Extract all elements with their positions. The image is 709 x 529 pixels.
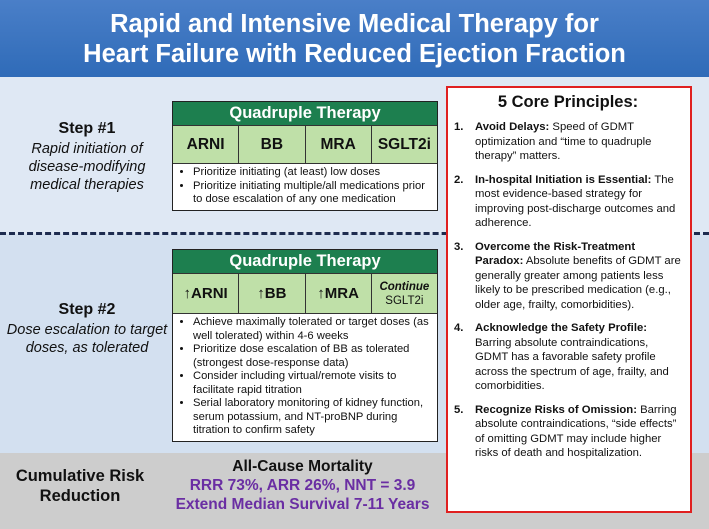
principle-text: Absolute benefits of GDMT are generally greater among patients less likely to be prescribed medication (e.g., older age, frailty, comorbidities). [475, 255, 681, 311]
core-principles-box [446, 86, 692, 513]
principle-title: Avoid Delays: [475, 121, 550, 133]
step2-bullet: • Achieve maximally tolerated or target doses (as well tolerated) within 4-6 weeks [193, 316, 433, 343]
principle-number: 4. [454, 322, 464, 334]
step2-heading: Step #2 [58, 301, 116, 318]
principle-number: 2. [454, 173, 464, 186]
step2-bullet: • Serial laboratory monitoring of kidney function, serum potassium, and NT-proBNP during titration to confirm safety [193, 397, 433, 438]
principle-title: In-hospital Initiation is Essential: [475, 173, 652, 186]
mortality-stats: RRR 73%, ARR 26%, NNT = 3.9 [189, 477, 416, 494]
drug-mra-up: ↑MRA [306, 273, 372, 313]
principle-title: Acknowledge the Safety Profile: [475, 322, 648, 334]
mortality-heading: All-Cause Mortality [232, 458, 373, 475]
principle-item [454, 403, 682, 461]
mortality-survival: Extend Median Survival 7-11 Years [175, 496, 430, 513]
drug-bb-up: ↑BB [239, 273, 305, 313]
step2-therapy-title: Quadruple Therapy [173, 250, 437, 273]
drug-bb: BB [239, 125, 305, 163]
continue-drug: SGLT2i [385, 294, 424, 307]
principle-title: Recognize Risks of Omission: [475, 403, 637, 416]
principle-title: Overcome the Risk-Treatment Paradox: [475, 240, 636, 267]
step1-label [6, 120, 168, 194]
principle-number: 3. [454, 240, 464, 253]
step1-bullet: • Prioritize initiating multiple/all medications prior to dose escalation of any one medication [193, 180, 433, 207]
title-banner [0, 0, 709, 77]
drug-arni-up: ↑ARNI [173, 273, 239, 313]
principle-item [454, 321, 682, 394]
principle-number: 5. [454, 403, 464, 416]
step1-therapy-title: Quadruple Therapy [173, 102, 437, 125]
step1-therapy-box [172, 101, 438, 211]
step2-description: Dose escalation to target doses, as tolerated [6, 322, 168, 356]
title-line-1: Rapid and Intensive Medical Therapy for [110, 10, 599, 38]
step2-bullet: • Consider including virtual/remote visits to facilitate rapid titration [193, 370, 433, 397]
mortality-summary [150, 457, 455, 514]
step2-bullets [173, 313, 437, 441]
principle-item [454, 120, 682, 164]
principle-text: Barring absolute contraindications, “side effects” of omitting GDMT may include higher risks of death and hospitalization. [475, 403, 677, 459]
principles-heading: 5 Core Principles: [497, 93, 639, 111]
principle-number: 1. [454, 121, 464, 133]
step2-drug-row [173, 273, 437, 313]
step1-description: Rapid initiation of disease-modifying medical therapies [28, 141, 146, 193]
drug-arni: ARNI [173, 125, 239, 163]
drug-sglt2i: SGLT2i [372, 125, 437, 163]
drug-sglt2i-continue [372, 273, 437, 313]
step1-drug-row [173, 125, 437, 163]
title-line-2: Heart Failure with Reduced Ejection Fraction [83, 40, 626, 68]
principle-text: Barring absolute contraindications, GDMT has a favorable safety profile across the spectrum of age, frailty, and comorbidities. [475, 336, 669, 392]
drug-mra: MRA [306, 125, 372, 163]
principle-item [454, 240, 682, 313]
principle-item [454, 173, 682, 231]
continue-label: Continue [379, 280, 430, 293]
cumulative-risk-label: Cumulative Risk Reduction [15, 467, 145, 505]
step2-therapy-box [172, 249, 438, 442]
step2-bullet: • Prioritize dose escalation of BB as tolerated (strongest dose-response data) [193, 343, 433, 370]
step1-bullet: • Prioritize initiating (at least) low doses [193, 166, 433, 180]
step1-bullets [173, 163, 437, 210]
step1-heading: Step #1 [58, 120, 116, 137]
step2-label [6, 301, 168, 357]
principle-text: Speed of GDMT optimization and “time to quadruple therapy” matters. [475, 121, 652, 162]
principle-text: The most evidence-based strategy for improving post-discharge outcomes and adherence. [475, 173, 676, 229]
